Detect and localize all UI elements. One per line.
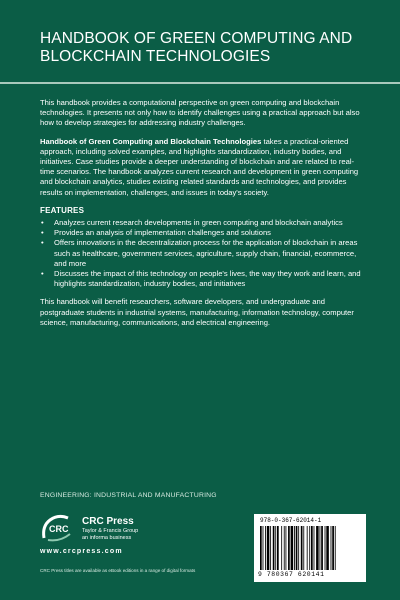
publisher-group: Taylor & Francis Group xyxy=(82,528,139,534)
features-heading: FEATURES xyxy=(40,205,85,215)
closing-paragraph: This handbook will benefit researchers, software developers, and undergraduate and postgraduate students in industrial systems, manufacturing, information technology, computer science, manufacturing, communications, and electrical engineering. xyxy=(40,297,354,327)
publisher-tagline: an informa business xyxy=(82,535,132,541)
crc-logo-icon xyxy=(40,512,78,544)
feature-item: • Offers innovations in the decentralization process for the application of blockchain in areas such as healthcare, government services, agriculture, supply chain, financial, ecommerce, and more xyxy=(50,238,366,269)
publisher-name: CRC Press xyxy=(82,516,134,527)
lead-paragraph xyxy=(40,137,366,198)
feature-item: • Provides an analysis of implementation challenges and solutions xyxy=(50,228,366,238)
back-cover-copy xyxy=(40,98,366,336)
lead-title: Handbook of Green Computing and Blockchain Technologies xyxy=(40,136,262,146)
feature-item: • Discusses the impact of this technology on people's lives, the way they work and learn, and highlights standardization, industry bodies, and initiatives xyxy=(50,269,366,289)
intro-paragraph: This handbook provides a computational perspective on green computing and blockchain technologies. It presents not only how to identify challenges using a practical approach but also how to develop strategies for addressing industry challenges. xyxy=(40,98,360,128)
feature-item: • Analyzes current research developments in green computing and blockchain analytics xyxy=(50,218,366,228)
isbn-barcode xyxy=(254,514,366,582)
subject-category: ENGINEERING: INDUSTRIAL AND MANUFACTURING xyxy=(40,492,217,499)
logo-letters: CRC xyxy=(49,524,69,534)
features-list xyxy=(40,218,366,289)
lead-text: takes a practical-oriented approach, including solved examples, and highlights standardization, industry bodies, and initiatives. Case studies provide a deeper understanding of blockchain and are related to real-time scenarios. The handbook analyzes current research and development in green computing and blockchain analytics, studies existing related standards and technologies, and provides results on implementation, challenges, and issues in today's society. xyxy=(40,136,359,197)
publisher-url: www.crcpress.com xyxy=(40,548,123,555)
cover-header xyxy=(0,0,400,82)
book-title: HANDBOOK OF GREEN COMPUTING AND BLOCKCHAIN TECHNOLOGIES xyxy=(40,30,353,65)
publisher-text xyxy=(82,516,138,542)
barcode-bars xyxy=(258,526,362,570)
isbn-number: 978-0-367-62014-1 xyxy=(260,517,322,524)
ebook-note: CRC Press titles are available as eBook editions in a range of digital formats xyxy=(40,568,196,573)
header-divider xyxy=(0,82,400,84)
isbn-digits: 9 780367 620141 xyxy=(258,571,325,578)
